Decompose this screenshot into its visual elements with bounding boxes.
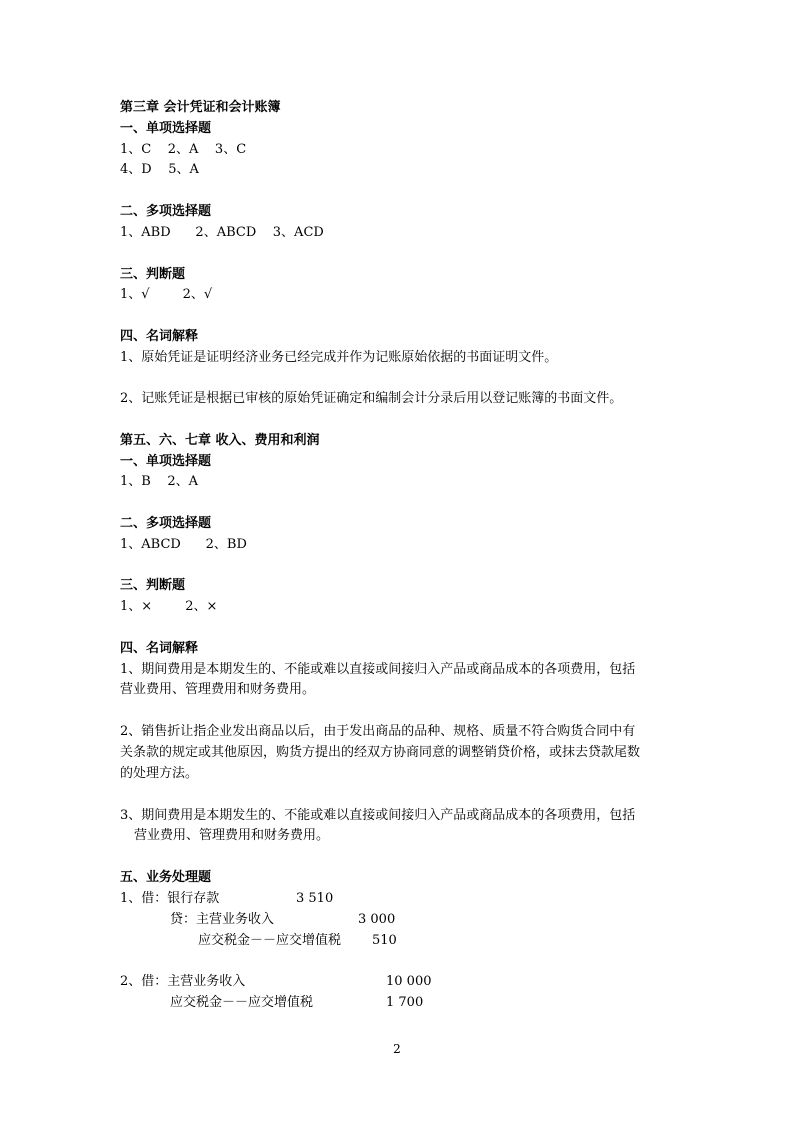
entry2-debit2-label: 应交税金－－应交增值税 — [170, 995, 314, 1010]
entry1-credit-label: 贷：主营业务收入 — [170, 912, 275, 927]
entry2-debit2-amount: 1 700 — [386, 995, 424, 1010]
entry2-debit-amount: 10 000 — [386, 974, 432, 989]
chapter3-title: 第三章 会计凭证和会计账簿 — [120, 100, 281, 115]
ch5-judge-heading: 三、判断题 — [120, 578, 186, 593]
ch3-single-answers-1: 1、C 2、A 3、C — [120, 142, 247, 157]
ch5-term-2-line-3: 的处理方法。 — [120, 766, 199, 781]
entry2-debit-label: 2、借：主营业务收入 — [120, 974, 246, 989]
entry1-credit2-amount: 510 — [372, 933, 397, 948]
ch5-term-1-line-1: 1、期间费用是本期发生的、不能或难以直接或间接归入产品或商品成本的各项费用，包括 — [120, 662, 636, 677]
ch3-terms-heading: 四、名词解释 — [120, 329, 199, 344]
ch5-single-answers: 1、B 2、A — [120, 474, 199, 489]
ch5-term-2-line-2: 关条款的规定或其他原因，购货方提出的经双方协商同意的调整销贷价格，或抹去贷款尾数 — [120, 745, 641, 760]
page-number: 2 — [393, 1042, 401, 1056]
entry1-debit-amount: 3 510 — [296, 891, 334, 906]
ch3-judge-heading: 三、判断题 — [120, 267, 186, 282]
ch5-terms-heading: 四、名词解释 — [120, 641, 199, 656]
ch5-business-heading: 五、业务处理题 — [120, 870, 212, 885]
ch3-multi-answers: 1、ABD 2、ABCD 3、ACD — [120, 225, 324, 240]
ch5-multi-heading: 二、多项选择题 — [120, 516, 212, 531]
ch3-term-2: 2、记账凭证是根据已审核的原始凭证确定和编制会计分录后用以登记账簿的书面文件。 — [120, 391, 623, 406]
ch5-term-2-line-1: 2、销售折让指企业发出商品以后，由于发出商品的品种、规格、质量不符合购货合同中有 — [120, 724, 636, 739]
ch3-judge-answers: 1、√ 2、√ — [120, 287, 213, 302]
ch5-judge-answers: 1、× 2、× — [120, 599, 218, 614]
ch3-multi-heading: 二、多项选择题 — [120, 204, 212, 219]
ch5-multi-answers: 1、ABCD 2、BD — [120, 537, 247, 552]
ch5-term-1-line-2: 营业费用、管理费用和财务费用。 — [120, 682, 316, 697]
entry1-credit-amount: 3 000 — [358, 912, 396, 927]
ch3-term-1: 1、原始凭证是证明经济业务已经完成并作为记账原始依据的书面证明文件。 — [120, 350, 558, 365]
ch3-single-heading: 一、单项选择题 — [120, 121, 212, 136]
entry1-debit-label: 1、借：银行存款 — [120, 891, 220, 906]
chapter5-title: 第五、六、七章 收入、费用和利润 — [120, 433, 320, 448]
ch5-single-heading: 一、单项选择题 — [120, 454, 212, 469]
ch5-term-3-line-2: 营业费用、管理费用和财务费用。 — [134, 828, 330, 843]
ch3-single-answers-2: 4、D 5、A — [120, 162, 199, 177]
ch5-term-3-line-1: 3、期间费用是本期发生的、不能或难以直接或间接归入产品或商品成本的各项费用，包括 — [120, 808, 636, 823]
entry1-credit2-label: 应交税金－－应交增值税 — [198, 933, 342, 948]
